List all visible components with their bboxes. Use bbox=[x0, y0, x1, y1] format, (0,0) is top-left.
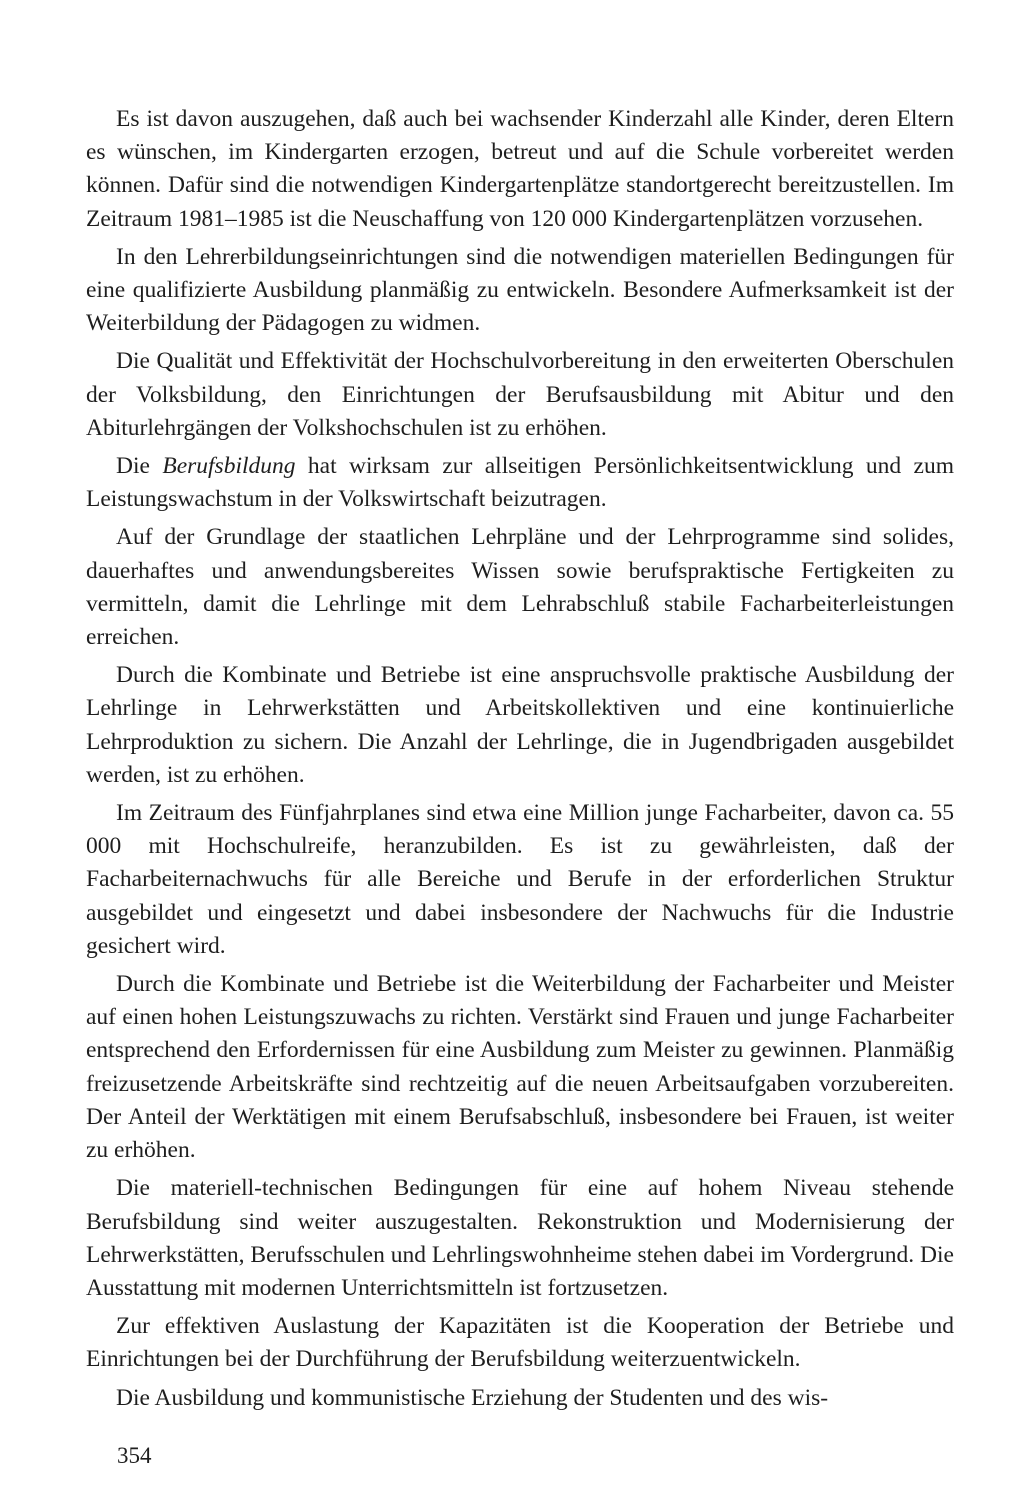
paragraph-text: In den Lehrerbildungseinrichtungen sind die notwendigen materiellen Bedingungen für eine qualifizierte Ausbildung planmäßig zu entwickeln. Besondere Aufmerksamkeit ist der Weiterbildung der Pädagogen zu widmen. bbox=[86, 243, 954, 337]
body-text bbox=[86, 103, 954, 1415]
paragraph-text: Die Ausbildung und kommunistische Erziehung der Studenten und des wis- bbox=[116, 1384, 829, 1411]
paragraph-text: Im Zeitraum des Fünfjahrplanes sind etwa eine Million junge Facharbeiter, davon ca. 55 000 mit Hochschulreife, heranzubilden. Es ist zu gewährleisten, daß der Facharbeiternachwuchs für alle Bereiche und Berufe in der erforderlichen Struktur ausgebildet und eingesetzt und dabei insbesondere der Nachwuchs für die Industrie gesichert wird. bbox=[86, 800, 954, 959]
paragraph-studenten bbox=[86, 1382, 954, 1415]
paragraph-hochschulvorbereitung bbox=[86, 345, 954, 445]
paragraph-kindergarten bbox=[86, 103, 954, 236]
paragraph-text: Die materiell-technischen Bedingungen für eine auf hohem Niveau stehende Berufsbildung sind weiter auszugestalten. Rekonstruktion und Modernisierung der Lehrwerkstätten, Berufsschulen und Lehrlingswohnheime stehen dabei im Vordergrund. Die Ausstattung mit modernen Unterrichtsmitteln ist fortzusetzen. bbox=[86, 1175, 954, 1301]
paragraph-weiterbildung bbox=[86, 968, 954, 1167]
page-number: 354 bbox=[117, 1443, 152, 1468]
paragraph-kooperation bbox=[86, 1310, 954, 1376]
paragraph-berufsbildung bbox=[86, 450, 954, 516]
paragraph-text: Die Qualität und Effektivität der Hochschulvorbereitung in den erweiterten Oberschulen der Volksbildung, den Einrichtungen der Berufsausbildung mit Abitur und den Abiturlehrgängen der Volkshochschulen ist zu erhöhen. bbox=[86, 348, 954, 441]
paragraph-text: Es ist davon auszugehen, daß auch bei wachsender Kinderzahl alle Kinder, deren Eltern es wünschen, im Kindergarten erzogen, betreut und auf die Schule vorbereitet werden können. Dafür sind die notwendigen Kindergartenplätze standortgerecht bereitzustellen. Im Zeitraum 1981–1985 ist die Neuschaffung von 120 000 Kindergartenplätzen vorzusehen. bbox=[86, 106, 954, 232]
paragraph-lehrerbildung bbox=[86, 241, 954, 341]
paragraph-text: Auf der Grundlage der staatlichen Lehrpläne und der Lehrprogramme sind solides, dauerhaftes und anwendungsbereites Wissen sowie berufspraktische Fertigkeiten zu vermitteln, damit die Lehrlinge mit dem Lehrabschluß stabile Facharbeiterleistungen erreichen. bbox=[86, 524, 954, 651]
paragraph-facharbeiter bbox=[86, 797, 954, 963]
paragraph-lehrplaene bbox=[86, 521, 954, 654]
paragraph-text: hat wirksam zur allseitigen Persönlichkeitsentwicklung und zum Leistungswachstum in der Volkswirtschaft beizutragen. bbox=[86, 453, 955, 513]
paragraph-materiell-technisch bbox=[86, 1172, 954, 1305]
paragraph-text: Durch die Kombinate und Betriebe ist eine anspruchsvolle praktische Ausbildung der Lehrlinge in Lehrwerkstätten und Arbeitskollektiven und eine kontinuierliche Lehrproduktion zu sichern. Die Anzahl der Lehrlinge, die in Jugendbrigaden ausgebildet werden, ist zu erhöhen. bbox=[86, 662, 954, 788]
paragraph-text: Zur effektiven Auslastung der Kapazitäten ist die Kooperation der Betriebe und Einrichtungen bei der Durchführung der Berufsbildung weiterzuentwickeln. bbox=[86, 1313, 954, 1373]
paragraph-text: Durch die Kombinate und Betriebe ist die Weiterbildung der Facharbeiter und Meister auf einen hohen Leistungszuwachs zu richten. Verstärkt sind Frauen und junge Facharbeiter entsprechend den Erfordernissen für eine Ausbildung zum Meister zu gewinnen. Planmäßig freizusetzende Arbeitskräfte sind rechtzeitig auf die neuen Arbeitsaufgaben vorzubereiten. Der Anteil der Werktätigen mit einem Berufsabschluß, insbesondere bei Frauen, ist weiter zu erhöhen. bbox=[86, 971, 954, 1164]
emphasized-term: Berufsbildung bbox=[162, 453, 296, 480]
paragraph-text: Die bbox=[116, 453, 163, 480]
paragraph-praktische-ausbildung bbox=[86, 659, 954, 792]
